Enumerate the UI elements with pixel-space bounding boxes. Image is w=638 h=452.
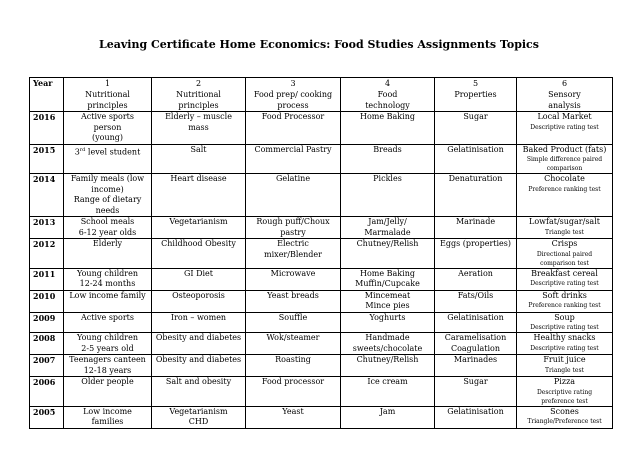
table-row bbox=[30, 333, 613, 355]
cell-text: 1 bbox=[104, 79, 111, 88]
cell-text: Food Processor bbox=[261, 112, 325, 121]
cell-text: (young) bbox=[91, 133, 123, 142]
cell-text: analysis bbox=[548, 101, 581, 110]
cell-text: Mincemeat bbox=[364, 290, 411, 300]
cell-text: Commercial Pastry bbox=[254, 144, 332, 154]
cell-text: Salt bbox=[190, 144, 207, 154]
table-row bbox=[30, 312, 613, 333]
header-col-2 bbox=[152, 78, 246, 112]
cell-text: Coagulation bbox=[450, 343, 501, 353]
topic-cell bbox=[246, 112, 341, 145]
table-body bbox=[30, 112, 613, 429]
assignments-table bbox=[29, 77, 613, 429]
table-header bbox=[30, 78, 613, 112]
topic-cell bbox=[152, 239, 246, 269]
cell-text: Teenagers canteen bbox=[69, 355, 146, 364]
topic-cell bbox=[517, 377, 613, 407]
header-col-1 bbox=[64, 78, 152, 112]
topic-cell bbox=[246, 406, 341, 428]
topic-cell bbox=[152, 174, 246, 217]
topic-cell bbox=[152, 290, 246, 312]
cell-text: pastry bbox=[280, 227, 306, 237]
topic-cell bbox=[152, 406, 246, 428]
cell-text: Breads bbox=[373, 144, 402, 154]
cell-text: Chocolate bbox=[544, 174, 585, 183]
cell-text: 2-5 years old bbox=[81, 343, 134, 353]
topic-cell bbox=[435, 377, 517, 407]
page-title: Leaving Certificate Home Economics: Food Studies Assignments Topics bbox=[99, 38, 539, 51]
cell-text: 6-12 year olds bbox=[78, 227, 137, 237]
cell-text: 3rd level student bbox=[74, 146, 141, 157]
cell-text: Mince pies bbox=[365, 301, 410, 310]
header-year bbox=[30, 78, 64, 112]
year-cell: 2006 bbox=[30, 377, 64, 407]
cell-text: Family meals (low bbox=[70, 174, 145, 183]
cell-text: Elderly bbox=[92, 239, 123, 248]
cell-text: Nutritional bbox=[85, 90, 130, 99]
cell-text: income) bbox=[91, 184, 124, 194]
cell-text: Yeast bbox=[282, 406, 304, 416]
topic-cell bbox=[517, 112, 613, 145]
year-cell: 2008 bbox=[30, 333, 64, 355]
cell-text: Ice cream bbox=[367, 377, 408, 386]
table-row bbox=[30, 355, 613, 377]
test-method-text: comparison test bbox=[540, 259, 589, 267]
cell-text: Soft drinks bbox=[542, 290, 587, 300]
cell-text: Yeast breads bbox=[267, 290, 319, 300]
topic-cell bbox=[64, 268, 152, 290]
table-row bbox=[30, 112, 613, 145]
topic-cell bbox=[435, 217, 517, 239]
topic-cell bbox=[435, 312, 517, 333]
cell-text: Soup bbox=[554, 312, 575, 322]
header-col-5 bbox=[435, 78, 517, 112]
cell-text: Muffin/Cupcake bbox=[355, 279, 420, 288]
cell-text: Microwave bbox=[270, 268, 316, 278]
year-cell: 2009 bbox=[30, 312, 64, 333]
topic-cell bbox=[517, 268, 613, 290]
cell-text: Caramelisation bbox=[444, 333, 507, 342]
year-cell: 2016 bbox=[30, 112, 64, 145]
test-method-text: Descriptive rating bbox=[536, 388, 593, 396]
cell-text: Home Baking bbox=[360, 112, 415, 121]
table-row bbox=[30, 239, 613, 269]
topic-cell bbox=[246, 355, 341, 377]
cell-text: Scones bbox=[550, 406, 579, 416]
topic-cell bbox=[341, 239, 435, 269]
test-method-text: Triangle/Preference test bbox=[527, 418, 602, 425]
cell-text: Sugar bbox=[463, 377, 488, 386]
cell-text: Healthy snacks bbox=[533, 333, 596, 342]
topic-cell bbox=[517, 174, 613, 217]
topic-cell bbox=[246, 268, 341, 290]
topic-cell bbox=[64, 144, 152, 174]
year-cell: 2014 bbox=[30, 174, 64, 217]
cell-text: Gelatinisation bbox=[447, 144, 504, 154]
year-cell: 2011 bbox=[30, 268, 64, 290]
topic-cell bbox=[64, 406, 152, 428]
cell-text: Baked Product (fats) bbox=[522, 144, 607, 154]
cell-text: Jam bbox=[379, 406, 396, 416]
cell-text: technology bbox=[365, 101, 410, 110]
cell-text: Electric bbox=[277, 239, 309, 248]
cell-text: Gelatinisation bbox=[447, 312, 504, 322]
cell-text: 4 bbox=[384, 79, 391, 88]
header-col-3 bbox=[246, 78, 341, 112]
cell-text: Childhood Obesity bbox=[161, 239, 236, 248]
cell-text: Handmade bbox=[365, 333, 410, 342]
topic-cell bbox=[152, 112, 246, 145]
topic-cell bbox=[517, 312, 613, 333]
cell-text: Young children bbox=[77, 268, 138, 278]
topic-cell bbox=[435, 112, 517, 145]
header-row bbox=[30, 78, 613, 112]
year-cell: 2005 bbox=[30, 406, 64, 428]
cell-text: Heart disease bbox=[170, 174, 227, 183]
table-row bbox=[30, 377, 613, 407]
cell-text: Marinades bbox=[453, 355, 498, 364]
cell-text: Yoghurts bbox=[369, 312, 406, 322]
topic-cell bbox=[341, 312, 435, 333]
year-cell: 2012 bbox=[30, 239, 64, 269]
topic-cell bbox=[64, 377, 152, 407]
topic-cell bbox=[517, 217, 613, 239]
cell-text: Fruit juice bbox=[543, 355, 586, 364]
cell-text: Marinade bbox=[455, 217, 496, 226]
topic-cell bbox=[341, 268, 435, 290]
topic-cell bbox=[64, 217, 152, 239]
cell-text: 6 bbox=[561, 79, 568, 88]
cell-text: Young children bbox=[77, 333, 138, 342]
test-method-text: Triangle test bbox=[545, 366, 584, 374]
cell-text: Marmalade bbox=[364, 227, 411, 237]
cell-text: Osteoporosis bbox=[172, 290, 225, 300]
topic-cell bbox=[341, 290, 435, 312]
topic-cell bbox=[435, 268, 517, 290]
topic-cell bbox=[341, 377, 435, 407]
topic-cell bbox=[64, 239, 152, 269]
table-row bbox=[30, 144, 613, 174]
cell-text: Souffle bbox=[278, 312, 308, 322]
topic-cell bbox=[435, 333, 517, 355]
cell-text: Low income family bbox=[69, 290, 146, 300]
cell-text: Obesity and diabetes bbox=[155, 333, 242, 342]
cell-text: Properties bbox=[454, 90, 497, 99]
cell-text: Older people bbox=[81, 377, 134, 386]
topic-cell bbox=[435, 174, 517, 217]
topic-cell bbox=[64, 290, 152, 312]
cell-text: Nutritional bbox=[176, 90, 221, 99]
topic-cell bbox=[435, 144, 517, 174]
topic-cell bbox=[435, 290, 517, 312]
topic-cell bbox=[152, 333, 246, 355]
topic-cell bbox=[517, 406, 613, 428]
header-col-6 bbox=[517, 78, 613, 112]
topic-cell bbox=[341, 355, 435, 377]
table-row bbox=[30, 268, 613, 290]
year-cell: 2015 bbox=[30, 144, 64, 174]
topic-cell bbox=[435, 355, 517, 377]
topic-cell bbox=[341, 333, 435, 355]
test-method-text: Descriptive rating test bbox=[530, 280, 599, 287]
cell-text: Chutney/Relish bbox=[356, 355, 419, 364]
cell-text: 12-24 months bbox=[79, 279, 136, 288]
cell-text: Gelatine bbox=[275, 174, 311, 183]
topic-cell bbox=[64, 333, 152, 355]
table-row bbox=[30, 406, 613, 428]
cell-text: Sugar bbox=[463, 112, 488, 121]
topic-cell bbox=[246, 377, 341, 407]
cell-text: principles bbox=[178, 101, 219, 110]
topic-cell bbox=[152, 144, 246, 174]
topic-cell bbox=[517, 144, 613, 174]
cell-text: School meals bbox=[80, 217, 135, 226]
test-method-text: Preference ranking test bbox=[528, 302, 601, 309]
cell-text: GI Diet bbox=[183, 268, 213, 278]
year-cell: 2010 bbox=[30, 290, 64, 312]
table-row bbox=[30, 174, 613, 217]
test-method-text: Directional paired bbox=[536, 250, 593, 258]
test-method-text: Descriptive rating test bbox=[530, 123, 599, 131]
cell-text: mixer/Blender bbox=[264, 249, 322, 259]
topic-cell bbox=[341, 144, 435, 174]
cell-text: Chutney/Relish bbox=[356, 239, 419, 248]
test-method-text: Descriptive rating test bbox=[530, 324, 599, 331]
cell-text: Aeration bbox=[458, 268, 493, 278]
cell-text: Vegetarianism bbox=[169, 406, 228, 416]
topic-cell bbox=[435, 239, 517, 269]
cell-text: Vegetarianism bbox=[169, 217, 228, 226]
topic-cell bbox=[517, 333, 613, 355]
topic-cell bbox=[341, 406, 435, 428]
cell-text: process bbox=[277, 101, 309, 110]
cell-text: 5 bbox=[472, 79, 479, 88]
topic-cell bbox=[64, 355, 152, 377]
cell-text: Eggs (properties) bbox=[439, 239, 512, 248]
topic-cell bbox=[517, 355, 613, 377]
topic-cell bbox=[246, 312, 341, 333]
header-col-4 bbox=[341, 78, 435, 112]
cell-text: Denaturation bbox=[448, 174, 503, 183]
topic-cell bbox=[64, 312, 152, 333]
cell-text: Roasting bbox=[275, 355, 311, 364]
table-row bbox=[30, 290, 613, 312]
cell-text: Sensory bbox=[548, 90, 581, 99]
cell-text: Pizza bbox=[553, 377, 576, 386]
cell-text: Food processor bbox=[261, 377, 325, 386]
test-method-text: Simple difference paired bbox=[526, 156, 603, 163]
cell-text: Rough puff/Choux bbox=[256, 217, 330, 226]
cell-text: Crisps bbox=[551, 239, 578, 248]
topic-cell bbox=[152, 268, 246, 290]
topic-cell bbox=[341, 112, 435, 145]
cell-text: Active sports bbox=[80, 312, 134, 322]
topic-cell bbox=[517, 290, 613, 312]
cell-text: CHD bbox=[188, 417, 209, 426]
topic-cell bbox=[64, 112, 152, 145]
cell-text: needs bbox=[95, 205, 120, 215]
cell-text: Active sports person bbox=[80, 112, 134, 132]
topic-cell bbox=[435, 406, 517, 428]
topic-cell bbox=[246, 174, 341, 217]
test-method-text: Preference ranking test bbox=[528, 185, 601, 193]
cell-text: Iron – women bbox=[170, 312, 227, 322]
topic-cell bbox=[152, 312, 246, 333]
cell-text: Salt and obesity bbox=[165, 377, 232, 386]
topic-cell bbox=[341, 217, 435, 239]
test-method-text: Descriptive rating test bbox=[530, 344, 599, 352]
cell-text: Obesity and diabetes bbox=[155, 355, 242, 364]
cell-text: Low income families bbox=[83, 406, 132, 426]
cell-text: Fats/Oils bbox=[457, 290, 494, 300]
cell-text: Year bbox=[33, 78, 53, 88]
topic-cell bbox=[246, 333, 341, 355]
topic-cell bbox=[64, 174, 152, 217]
cell-text: Range of dietary bbox=[73, 195, 142, 204]
topic-cell bbox=[152, 355, 246, 377]
cell-text: 12-18 years bbox=[83, 365, 132, 375]
cell-text: sweets/chocolate bbox=[352, 343, 423, 353]
cell-text: Lowfat/sugar/salt bbox=[529, 217, 600, 226]
table-row bbox=[30, 217, 613, 239]
topic-cell bbox=[246, 239, 341, 269]
topic-cell bbox=[152, 217, 246, 239]
cell-text: Home Baking bbox=[360, 268, 415, 278]
test-method-text: preference test bbox=[541, 397, 588, 405]
topic-cell bbox=[246, 144, 341, 174]
test-method-text: comparison bbox=[546, 165, 583, 172]
topic-cell bbox=[246, 217, 341, 239]
cell-text: Elderly – muscle bbox=[165, 112, 232, 121]
cell-text: Wok/steamer bbox=[266, 333, 320, 342]
cell-text: 3 bbox=[290, 79, 296, 88]
topic-cell bbox=[246, 290, 341, 312]
cell-text: principles bbox=[87, 101, 128, 110]
year-cell: 2007 bbox=[30, 355, 64, 377]
cell-text: Pickles bbox=[373, 174, 402, 183]
cell-text: 2 bbox=[195, 79, 202, 88]
cell-text: Local Market bbox=[537, 112, 592, 121]
cell-text: Food prep/ cooking bbox=[253, 90, 333, 99]
cell-text: Jam/Jelly/ bbox=[368, 217, 407, 226]
cell-text: mass bbox=[188, 122, 209, 132]
cell-text: Breakfast cereal bbox=[531, 268, 598, 278]
test-method-text: Triangle test bbox=[545, 228, 584, 236]
topic-cell bbox=[517, 239, 613, 269]
cell-text: Food bbox=[377, 90, 398, 99]
year-cell: 2013 bbox=[30, 217, 64, 239]
topic-cell bbox=[341, 174, 435, 217]
cell-text: Gelatinisation bbox=[447, 406, 504, 416]
topic-cell bbox=[152, 377, 246, 407]
